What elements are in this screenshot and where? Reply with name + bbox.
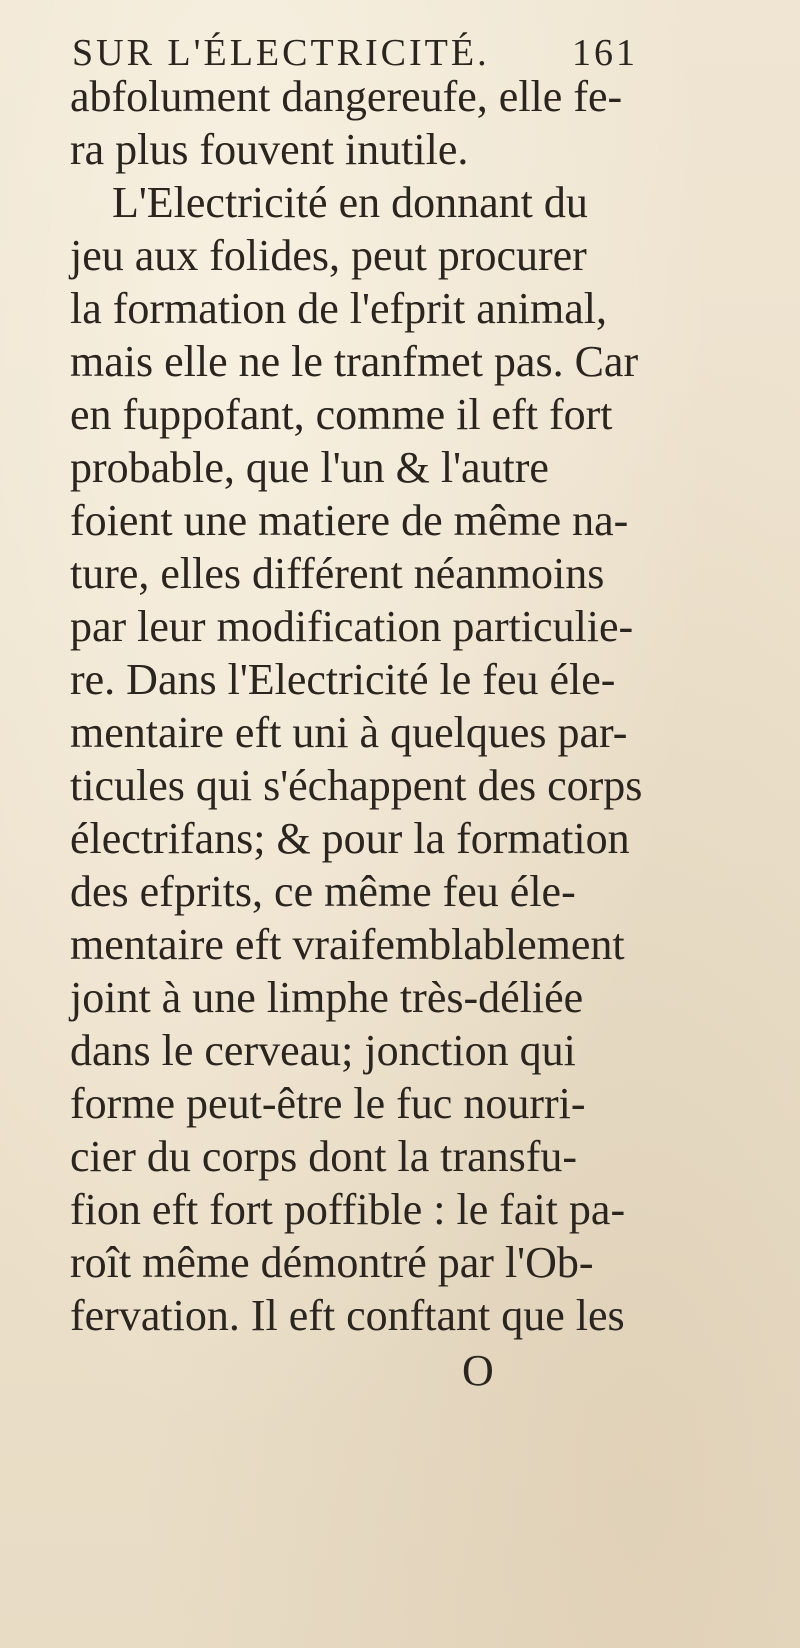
text-line: fion eft fort poffible : le fait pa- xyxy=(70,1185,626,1234)
text-line: L'Electricité en donnant du xyxy=(112,178,588,227)
page-number: 161 xyxy=(572,32,638,74)
text-line: mentaire eft vraifemblablement xyxy=(70,920,625,969)
running-head xyxy=(72,28,672,78)
text-line: la formation de l'efprit animal, xyxy=(70,284,607,333)
signature-mark: O xyxy=(462,1346,494,1395)
text-line: joint à une limphe très-déliée xyxy=(70,973,584,1022)
text-line: des efprits, ce même feu éle- xyxy=(70,867,576,916)
text-line: abfolument dangereufe, elle fe- xyxy=(70,72,623,121)
running-head-title: SUR L'ÉLECTRICITÉ. xyxy=(72,32,490,74)
text-line: foient une matiere de même na- xyxy=(70,496,629,545)
text-line: cier du corps dont la transfu- xyxy=(70,1132,578,1181)
text-line: dans le cerveau; jonction qui xyxy=(70,1026,576,1075)
text-line: roît même démontré par l'Ob- xyxy=(70,1238,594,1287)
text-line: probable, que l'un & l'autre xyxy=(70,443,549,492)
text-line: mais elle ne le tranfmet pas. Car xyxy=(70,337,639,386)
text-line: en fuppofant, comme il eft fort xyxy=(70,390,613,439)
text-line: par leur modification particulie- xyxy=(70,602,634,651)
text-line: ticules qui s'échappent des corps xyxy=(70,761,643,810)
text-line: forme peut-être le fuc nourri- xyxy=(70,1079,586,1128)
text-line: électrifans; & pour la formation xyxy=(70,814,630,863)
text-line: ture, elles différent néanmoins xyxy=(70,549,605,598)
text-line: ra plus fouvent inutile. xyxy=(70,125,469,174)
text-line: re. Dans l'Electricité le feu éle- xyxy=(70,655,616,704)
text-line: mentaire eft uni à quelques par- xyxy=(70,708,628,757)
text-line: fervation. Il eft conftant que les xyxy=(70,1291,625,1340)
text-line: jeu aux folides, peut procurer xyxy=(70,231,587,280)
